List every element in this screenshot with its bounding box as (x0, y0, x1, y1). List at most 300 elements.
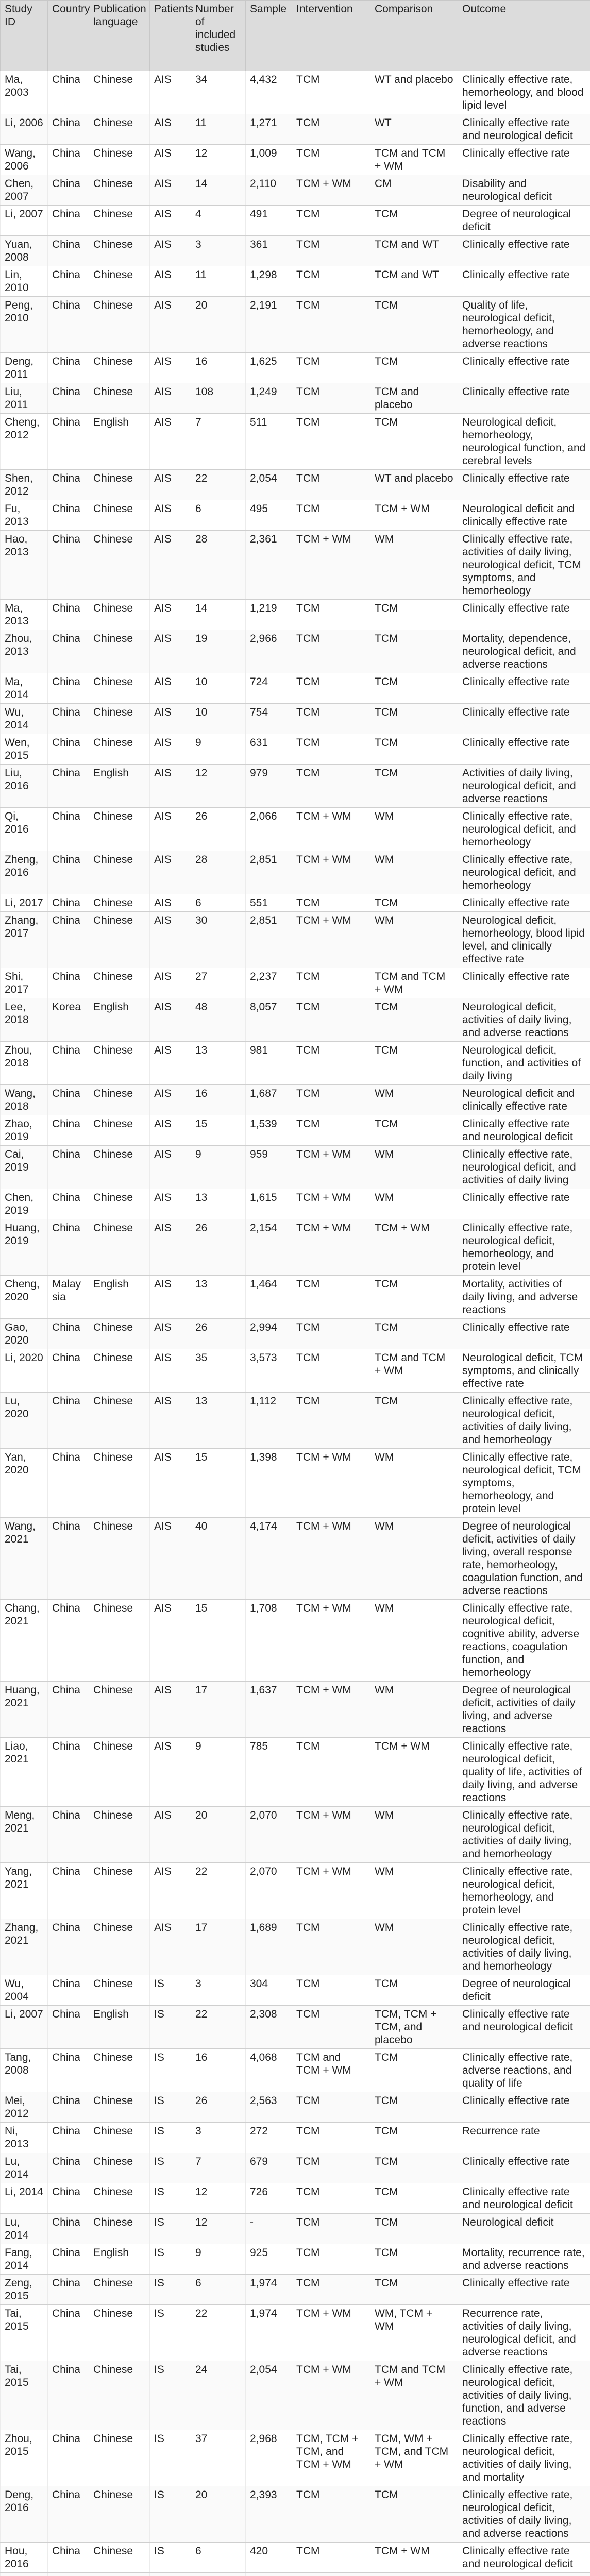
cell-outcome: Clinically effective rate (458, 1319, 590, 1349)
cell-comparison: TCM (370, 206, 458, 236)
table-row (1, 1919, 590, 1975)
cell-country: China (48, 734, 89, 765)
cell-comparison: TCM (370, 2123, 458, 2153)
cell-country: China (48, 2486, 89, 2543)
table-row (1, 2092, 590, 2123)
cell-num-studies: 28 (191, 851, 246, 894)
cell-num-studies: 16 (191, 1085, 246, 1115)
cell-patients: AIS (150, 851, 191, 894)
cell-outcome: Clinically effective rate, activities of daily living, neurological deficit, TCM symptoms, and hemorheology (458, 531, 590, 600)
cell-study-id: Wang, 2021 (1, 1518, 48, 1600)
cell-country: China (48, 808, 89, 851)
cell-num-studies: 12 (191, 2183, 246, 2214)
cell-comparison: TCM (370, 2153, 458, 2183)
cell-intervention: TCM (292, 630, 370, 673)
cell-language: Chinese (89, 1115, 150, 1146)
cell-intervention: TCM (292, 600, 370, 630)
table-row (1, 383, 590, 414)
cell-study-id: Qi, 2016 (1, 808, 48, 851)
cell-country: China (48, 1393, 89, 1449)
cell-sample: 959 (246, 1146, 292, 1189)
cell-intervention: TCM (292, 1085, 370, 1115)
cell-patients: AIS (150, 1219, 191, 1276)
cell-study-id: Li, 2017 (1, 894, 48, 912)
header-publication-language: Publication language (89, 1, 150, 71)
cell-comparison: TCM + WM (370, 1219, 458, 1276)
cell-study-id: Zhou, 2015 (1, 2430, 48, 2486)
cell-num-studies: 27 (191, 968, 246, 998)
cell-outcome: Neurological deficit and clinically effective rate (458, 1085, 590, 1115)
cell-country: China (48, 2049, 89, 2092)
table-row (1, 851, 590, 894)
cell-language: Chinese (89, 236, 150, 266)
cell-num-studies: 26 (191, 808, 246, 851)
cell-language: Chinese (89, 2123, 150, 2153)
cell-sample: 726 (246, 2183, 292, 2214)
header-country: Country (48, 1, 89, 71)
cell-outcome: Neurological deficit, activities of daily living, and adverse reactions (458, 998, 590, 1042)
cell-sample: 3,573 (246, 1349, 292, 1393)
cell-study-id: Lee, 2018 (1, 998, 48, 1042)
cell-country: China (48, 2123, 89, 2153)
cell-language: Chinese (89, 2153, 150, 2183)
cell-intervention: TCM + WM (292, 1863, 370, 1919)
cell-num-studies: 15 (191, 1600, 246, 1682)
table-row (1, 2214, 590, 2244)
cell-sample: 4,174 (246, 1518, 292, 1600)
cell-language: Chinese (89, 2486, 150, 2543)
cell-outcome: Clinically effective rate, neurological deficit, cognitive ability, adverse reactions, coagulation function, and hemorheology (458, 1600, 590, 1682)
cell-num-studies: 6 (191, 894, 246, 912)
cell-study-id: Liu, 2011 (1, 383, 48, 414)
cell-patients: IS (150, 2361, 191, 2430)
cell-patients: IS (150, 2486, 191, 2543)
cell-sample: 511 (246, 414, 292, 470)
cell-sample: 551 (246, 894, 292, 912)
table-row (1, 765, 590, 808)
cell-comparison: TCM (370, 894, 458, 912)
cell-country: China (48, 1146, 89, 1189)
cell-num-studies: 19 (191, 630, 246, 673)
cell-intervention: TCM and TCM + WM (292, 2049, 370, 2092)
cell-num-studies: 13 (191, 1276, 246, 1319)
cell-language: Chinese (89, 297, 150, 353)
cell-patients: IS (150, 2123, 191, 2153)
cell-num-studies: 48 (191, 998, 246, 1042)
cell-language: English (89, 998, 150, 1042)
cell-outcome: Clinically effective rate, neurological deficit, activities of daily living, function, and adverse reactions (458, 2361, 590, 2430)
cell-outcome: Clinically effective rate and neurological deficit (458, 2183, 590, 2214)
table-row (1, 1807, 590, 1863)
cell-outcome: Clinically effective rate and neurological deficit (458, 1115, 590, 1146)
cell-sample: 8,057 (246, 998, 292, 1042)
cell-patients: IS (150, 2543, 191, 2573)
cell-country: China (48, 500, 89, 531)
cell-comparison: TCM and TCM + WM (370, 968, 458, 998)
cell-comparison: TCM (370, 630, 458, 673)
cell-intervention: TCM (292, 297, 370, 353)
cell-sample: - (246, 2214, 292, 2244)
cell-intervention: TCM (292, 1919, 370, 1975)
cell-intervention: TCM + WM (292, 851, 370, 894)
table-row (1, 297, 590, 353)
cell-study-id: Cai, 2019 (1, 1146, 48, 1189)
cell-language (89, 2573, 150, 2576)
cell-sample: 361 (246, 236, 292, 266)
cell-language: Chinese (89, 2049, 150, 2092)
cell-sample: 1,637 (246, 1682, 292, 1738)
cell-language: Chinese (89, 2092, 150, 2123)
cell-outcome: Clinically effective rate (458, 145, 590, 175)
cell-study-id: Zhou, 2013 (1, 630, 48, 673)
cell-comparison: WM (370, 1682, 458, 1738)
table-row (1, 1349, 590, 1393)
cell-patients: AIS (150, 765, 191, 808)
cell-num-studies: 20 (191, 1807, 246, 1863)
cell-outcome: Clinically effective rate, adverse reactions, and quality of life (458, 2049, 590, 2092)
cell-intervention: TCM + WM (292, 1682, 370, 1738)
cell-sample: 2,054 (246, 470, 292, 500)
cell-study-id: Lu, 2014 (1, 2153, 48, 2183)
cell-intervention: TCM + WM (292, 1449, 370, 1518)
cell-country: Korea (48, 998, 89, 1042)
cell-outcome (458, 2573, 590, 2576)
table-row (1, 1449, 590, 1518)
cell-language: Chinese (89, 2214, 150, 2244)
cell-intervention: TCM (292, 704, 370, 734)
header-sample: Sample (246, 1, 292, 71)
cell-country: China (48, 175, 89, 206)
cell-language: Chinese (89, 1682, 150, 1738)
cell-outcome: Neurological deficit, hemorheology, neurological function, and cerebral levels (458, 414, 590, 470)
cell-language: Chinese (89, 2275, 150, 2305)
cell-patients: IS (150, 2183, 191, 2214)
cell-study-id: Lu, 2014 (1, 2214, 48, 2244)
cell-country: China (48, 2305, 89, 2361)
cell-study-id: Ni, 2013 (1, 2123, 48, 2153)
cell-patients: AIS (150, 353, 191, 383)
cell-comparison: WM (370, 808, 458, 851)
cell-patients: AIS (150, 266, 191, 297)
cell-sample: 1,398 (246, 1449, 292, 1518)
cell-intervention: TCM (292, 2153, 370, 2183)
cell-sample: 2,237 (246, 968, 292, 998)
cell-country: China (48, 2006, 89, 2049)
cell-intervention: TCM (292, 734, 370, 765)
header-comparison: Comparison (370, 1, 458, 71)
cell-patients: AIS (150, 600, 191, 630)
cell-num-studies: 9 (191, 734, 246, 765)
cell-patients: AIS (150, 383, 191, 414)
table-row (1, 808, 590, 851)
cell-country: China (48, 414, 89, 470)
cell-country: China (48, 1189, 89, 1219)
cell-sample: 2,308 (246, 2006, 292, 2049)
cell-sample: 2,851 (246, 912, 292, 968)
cell-intervention (292, 2573, 370, 2576)
cell-num-studies: 14 (191, 175, 246, 206)
cell-comparison: TCM (370, 2183, 458, 2214)
cell-outcome: Clinically effective rate, neurological deficit, activities of daily living, and hemorheology (458, 1807, 590, 1863)
cell-study-id: Li, 2007 (1, 2006, 48, 2049)
cell-sample: 2,393 (246, 2486, 292, 2543)
cell-outcome: Clinically effective rate, neurological deficit, activities of daily living, and hemorheology (458, 1393, 590, 1449)
table-row (1, 2244, 590, 2275)
cell-num-studies: 24 (191, 2361, 246, 2430)
cell-patients: AIS (150, 1189, 191, 1219)
table-row (1, 2543, 590, 2573)
cell-comparison: WT and placebo (370, 71, 458, 114)
cell-patients: IS (150, 2214, 191, 2244)
cell-outcome: Activities of daily living, neurological deficit, and adverse reactions (458, 765, 590, 808)
table-row (1, 600, 590, 630)
cell-patients: AIS (150, 673, 191, 704)
table-row (1, 500, 590, 531)
cell-study-id: Li, 2006 (1, 114, 48, 145)
header-row (1, 1, 590, 71)
cell-sample: 4,432 (246, 71, 292, 114)
cell-patients: IS (150, 2049, 191, 2092)
cell-intervention: TCM + WM (292, 1146, 370, 1189)
table-row (1, 1975, 590, 2006)
cell-country: China (48, 1682, 89, 1738)
cell-intervention: TCM + WM (292, 808, 370, 851)
cell-patients: IS (150, 2275, 191, 2305)
cell-study-id: Zeng, 2015 (1, 2275, 48, 2305)
cell-comparison: TCM + WM (370, 2543, 458, 2573)
cell-country: China (48, 2153, 89, 2183)
cell-country: China (48, 1449, 89, 1518)
cell-num-studies: 13 (191, 1189, 246, 1219)
cell-comparison: TCM (370, 2486, 458, 2543)
cell-sample: 2,054 (246, 2361, 292, 2430)
table-row (1, 206, 590, 236)
cell-outcome: Clinically effective rate, neurological deficit, and activities of daily living (458, 1146, 590, 1189)
cell-num-studies: 22 (191, 2006, 246, 2049)
cell-patients: AIS (150, 470, 191, 500)
cell-study-id: Gao, 2020 (1, 1319, 48, 1349)
cell-outcome: Clinically effective rate, neurological deficit, and hemorheology (458, 808, 590, 851)
cell-country: China (48, 2214, 89, 2244)
cell-outcome: Clinically effective rate (458, 600, 590, 630)
cell-patients: AIS (150, 808, 191, 851)
cell-num-studies: 3 (191, 1975, 246, 2006)
cell-study-id: Zhao, 2019 (1, 1115, 48, 1146)
cell-num-studies: 17 (191, 1682, 246, 1738)
cell-intervention: TCM + WM (292, 2305, 370, 2361)
cell-patients: AIS (150, 114, 191, 145)
cell-outcome: Degree of neurological deficit (458, 1975, 590, 2006)
cell-sample: 2,994 (246, 1319, 292, 1349)
table-row (1, 71, 590, 114)
table-row (1, 145, 590, 175)
cell-patients: AIS (150, 1682, 191, 1738)
cell-patients: AIS (150, 968, 191, 998)
cell-comparison: TCM (370, 1276, 458, 1319)
cell-country: China (48, 353, 89, 383)
cell-language: Chinese (89, 1518, 150, 1600)
cell-intervention: TCM + WM (292, 912, 370, 968)
cell-sample: 1,615 (246, 1189, 292, 1219)
table-row (1, 175, 590, 206)
table-row (1, 894, 590, 912)
cell-intervention: TCM (292, 2214, 370, 2244)
cell-outcome: Mortality, recurrence rate, and adverse reactions (458, 2244, 590, 2275)
cell-outcome: Clinically effective rate, neurological deficit, quality of life, activities of daily living, and adverse reactions (458, 1738, 590, 1807)
cell-intervention: TCM + WM (292, 1189, 370, 1219)
cell-patients: IS (150, 2244, 191, 2275)
cell-num-studies: 37 (191, 2430, 246, 2486)
cell-intervention: TCM (292, 894, 370, 912)
cell-language: Chinese (89, 1449, 150, 1518)
table-row (1, 353, 590, 383)
cell-outcome: Clinically effective rate (458, 894, 590, 912)
cell-language: Chinese (89, 894, 150, 912)
table-row (1, 2486, 590, 2543)
cell-num-studies: 9 (191, 1146, 246, 1189)
cell-num-studies: 22 (191, 2305, 246, 2361)
cell-sample: 1,689 (246, 1919, 292, 1975)
cell-study-id (1, 2573, 48, 2576)
cell-num-studies: 11 (191, 114, 246, 145)
cell-comparison: TCM and placebo (370, 383, 458, 414)
cell-num-studies: 11 (191, 266, 246, 297)
cell-study-id: Ma, 2014 (1, 673, 48, 704)
cell-num-studies: 10 (191, 704, 246, 734)
cell-comparison: TCM (370, 2092, 458, 2123)
cell-comparison: TCM (370, 2214, 458, 2244)
cell-language: Chinese (89, 1863, 150, 1919)
cell-intervention: TCM (292, 2092, 370, 2123)
cell-num-studies: 13 (191, 1042, 246, 1085)
cell-country: China (48, 114, 89, 145)
cell-outcome: Clinically effective rate (458, 383, 590, 414)
cell-language: Chinese (89, 470, 150, 500)
cell-country: China (48, 1115, 89, 1146)
cell-intervention: TCM (292, 673, 370, 704)
table-row (1, 470, 590, 500)
cell-comparison: WM, TCM + WM (370, 2305, 458, 2361)
table-row (1, 114, 590, 145)
cell-outcome: Clinically effective rate, neurological deficit, activities of daily living, and adverse reactions (458, 2486, 590, 2543)
table-row (1, 1738, 590, 1807)
cell-sample: 1,271 (246, 114, 292, 145)
cell-study-id: Liao, 2021 (1, 1738, 48, 1807)
table-row (1, 1518, 590, 1600)
cell-country: China (48, 2543, 89, 2573)
cell-intervention: TCM (292, 1349, 370, 1393)
cell-language: Chinese (89, 145, 150, 175)
cell-intervention: TCM, TCM + TCM, and TCM + WM (292, 2430, 370, 2486)
cell-language: Chinese (89, 630, 150, 673)
cell-outcome: Disability and neurological deficit (458, 175, 590, 206)
cell-language: Chinese (89, 968, 150, 998)
cell-country: China (48, 2430, 89, 2486)
cell-comparison: TCM (370, 1319, 458, 1349)
cell-language: Chinese (89, 531, 150, 600)
cell-patients: AIS (150, 1807, 191, 1863)
cell-num-studies: 26 (191, 2092, 246, 2123)
cell-country: China (48, 600, 89, 630)
cell-patients: AIS (150, 1393, 191, 1449)
table-row (1, 1189, 590, 1219)
cell-intervention: TCM + WM (292, 1518, 370, 1600)
cell-sample: 1,464 (246, 1276, 292, 1319)
cell-country: China (48, 1518, 89, 1600)
cell-patients: AIS (150, 704, 191, 734)
table-row (1, 1042, 590, 1085)
cell-comparison: TCM (370, 673, 458, 704)
cell-comparison: TCM, WM + TCM, and TCM + WM (370, 2430, 458, 2486)
cell-patients: AIS (150, 500, 191, 531)
cell-intervention: TCM (292, 2244, 370, 2275)
cell-intervention: TCM (292, 71, 370, 114)
cell-language: Chinese (89, 1738, 150, 1807)
cell-intervention: TCM (292, 2183, 370, 2214)
cell-language: Chinese (89, 851, 150, 894)
cell-comparison: WM (370, 1449, 458, 1518)
cell-study-id: Meng, 2021 (1, 1807, 48, 1863)
cell-outcome: Degree of neurological deficit (458, 206, 590, 236)
cell-sample: 2,563 (246, 2092, 292, 2123)
cell-language: Chinese (89, 383, 150, 414)
cell-study-id: Hao, 2013 (1, 531, 48, 600)
cell-intervention: TCM (292, 266, 370, 297)
cell-country: China (48, 470, 89, 500)
cell-language: Chinese (89, 353, 150, 383)
table-row (1, 1863, 590, 1919)
cell-num-studies: 40 (191, 1518, 246, 1600)
cell-patients: AIS (150, 1042, 191, 1085)
cell-sample: 979 (246, 765, 292, 808)
cell-num-studies: 108 (191, 383, 246, 414)
cell-sample: 925 (246, 2244, 292, 2275)
cell-sample: 2,070 (246, 1863, 292, 1919)
cell-comparison: TCM (370, 704, 458, 734)
cell-comparison: WM (370, 1146, 458, 1189)
cell-study-id: Huang, 2021 (1, 1682, 48, 1738)
cell-patients: AIS (150, 998, 191, 1042)
cell-intervention: TCM (292, 236, 370, 266)
cell-study-id: Tai, 2015 (1, 2305, 48, 2361)
cell-intervention: TCM + WM (292, 1807, 370, 1863)
cell-comparison: TCM, TCM + TCM, and placebo (370, 2006, 458, 2049)
cell-country: China (48, 1975, 89, 2006)
cell-study-id: Li, 2014 (1, 2183, 48, 2214)
cell-sample: 2,361 (246, 531, 292, 600)
cell-sample: 754 (246, 704, 292, 734)
cell-language: Chinese (89, 114, 150, 145)
cell-intervention: TCM (292, 1276, 370, 1319)
cell-sample (246, 2573, 292, 2576)
cell-num-studies: 26 (191, 1219, 246, 1276)
cell-comparison: TCM (370, 734, 458, 765)
table-row (1, 2361, 590, 2430)
cell-intervention: TCM (292, 383, 370, 414)
table-header (1, 1, 590, 71)
cell-patients: AIS (150, 414, 191, 470)
cell-language: Chinese (89, 2361, 150, 2430)
cell-study-id: Ma, 2013 (1, 600, 48, 630)
cell-sample: 1,974 (246, 2275, 292, 2305)
cell-study-id: Yan, 2020 (1, 1449, 48, 1518)
cell-comparison: WM (370, 1919, 458, 1975)
cell-study-id: Chang, 2021 (1, 1600, 48, 1682)
cell-country: China (48, 297, 89, 353)
table-row (1, 2153, 590, 2183)
cell-patients: AIS (150, 1085, 191, 1115)
cell-comparison: WM (370, 1518, 458, 1600)
